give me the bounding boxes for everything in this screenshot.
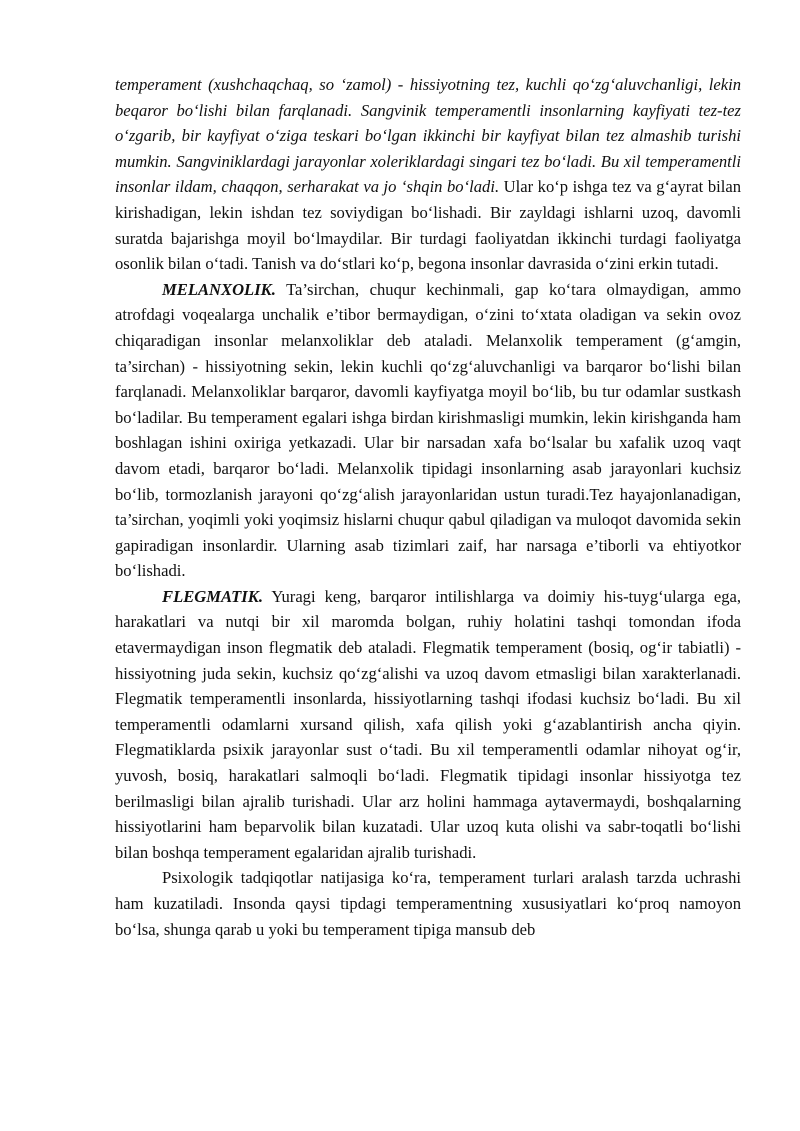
sangvinik-plain-text: Ular ko‘p ishga tez va g‘ayrat bilan kirishadigan, lekin ishdan tez soviydigan bo‘lishadi. Bir zayldagi ishlarni uzoq, davomli suratda bajarishga moyil bo‘lmaydilar. Bir turdagi faoliyatdan ikkinchi turdagi faoliyatga osonlik bilan o‘tadi. Tanish va do‘stlari ko‘p, begona insonlar davrasida o‘zini erkin tutadi.	[115, 177, 742, 274]
flegmatik-heading: FLEGMATIK.	[162, 586, 263, 606]
paragraph-sangvinik-continuation	[115, 72, 741, 277]
psixologik-text: Psixologik tadqiqotlar natijasiga ko‘ra, temperament turlari aralash tarzda uchrashi ham kuzatiladi. Insonda qaysi tipdagi temperamentning xususiyatlari ko‘proq namoyon bo‘lsa, shunga qarab u yoki bu temperament tipiga mansub deb	[115, 868, 741, 939]
flegmatik-text: Yuragi keng, barqaror intilishlarga va doimiy his-tuyg‘ularga ega, harakatlari va nutqi bir xil maromda bolgan, ruhiy holatini tashqi tomondan ifoda etavermaydigan inson flegmatik deb ataladi. Flegmatik temperament (bosiq, og‘ir tabiatli) - hissiyotning juda sekin, kuchsiz qo‘zg‘alishi va uzoq davom etmasligi bilan xarakterlanadi. Flegmatik temperamentli insonlarda, hissiyotlarning tashqi ifodasi kuchsiz bo‘ladi. Bu xil temperamentli odamlarni xursand qilish, xafa qilish yoki g‘azablantirish ancha qiyin. Flegmatiklarda psixik jarayonlar sust o‘tadi. Bu xil temperamentli odamlar nihoyat og‘ir, yuvosh, bosiq, harakatlari salmoqli bo‘ladi. Flegmatik tipidagi insonlar hissiyotga tez berilmasligi bilan ajralib turishadi. Ular arz holini hammaga aytavermaydi, boshqalarning hissiyotlarini ham beparvolik bilan kuzatadi. Ular uzoq kuta olishi va sabr-toqatli bo‘lishi bilan boshqa temperament egalaridan ajralib turishadi.	[115, 586, 741, 862]
melanxolik-heading: MELANXOLIK.	[162, 279, 276, 299]
paragraph-flegmatik	[115, 584, 741, 866]
paragraph-psixologik-tadqiqotlar	[115, 865, 741, 942]
document-page	[115, 72, 741, 942]
paragraph-melanxolik	[115, 277, 741, 584]
sangvinik-italic-text: temperament (xushchaqchaq, so ‘zamol) - hissiyotning tez, kuchli qo‘zg‘aluvchanligi, lekin beqaror bo‘lishi bilan farqlanadi. Sangvinik temperamentli insonlarning kayfiyati tez-tez o‘zgarib, bir kayfiyat o‘ziga teskari bo‘lgan ikkinchi bir kayfiyat bilan tez almashib turishi mumkin. Sangviniklardagi jarayonlar xoleriklardagi singari tez bo‘ladi. Bu xil temperamentli insonlar ildam, chaqqon, serharakat va jo ‘shqin bo‘ladi.	[115, 75, 741, 197]
melanxolik-text: Ta’sirchan, chuqur kechinmali, gap ko‘tara olmaydigan, ammo atrofdagi voqealarga unchalik e’tibor bermaydigan, o‘zini to‘xtata oladigan va sekin ovoz chiqaradigan insonlar melanxoliklar deb ataladi. Melanxolik temperament (g‘amgin, ta’sirchan) - hissiyotning sekin, lekin kuchli qo‘zg‘aluvchanligi va barqaror bo‘lishi bilan farqlanadi. Melanxoliklar barqaror, davomli kayfiyatga moyil bo‘lib, bu tur odamlar sustkash bo‘ladilar. Bu temperament egalari ishga birdan kirishmasligi mumkin, lekin kirishganda ham boshlagan ishini oxiriga yetkazadi. Ular bir narsadan xafa bo‘lsalar bu xafalik uzoq vaqt davom etadi, barqaror bo‘ladi. Melanxolik tipidagi insonlarning asab jarayonlari kuchsiz bo‘lib, tormozlanish jarayoni qo‘zg‘alish jarayonlaridan ustun turadi.Tez hayajonlanadigan, ta’sirchan, yoqimli yoki yoqimsiz hislarni chuqur qabul qiladigan va muloqot davomida sekin gapiradigan insonlardir. Ularning asab tizimlari zaif, har narsaga e’tiborli va ehtiyotkor bo‘lishadi.	[115, 279, 741, 581]
